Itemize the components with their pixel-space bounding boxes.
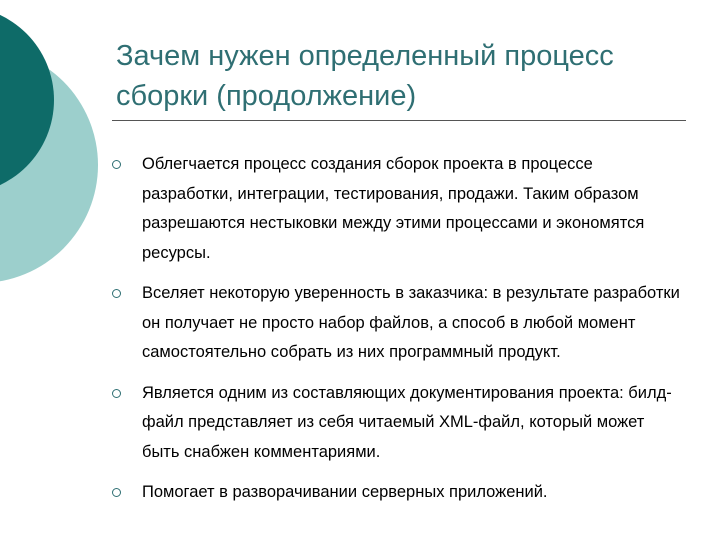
circle-bullet-icon xyxy=(112,488,121,497)
bullet-text-4: Помогает в разворачивании серверных приложений. xyxy=(142,483,548,501)
bullet-item-2 xyxy=(112,279,682,368)
bullet-item-3 xyxy=(112,379,682,468)
bullet-item-1 xyxy=(112,150,682,268)
circle-bullet-icon xyxy=(112,289,121,298)
decorative-circles xyxy=(0,0,120,300)
circle-bullet-icon xyxy=(112,389,121,398)
title-divider xyxy=(112,120,686,121)
bullet-text-3: Является одним из составляющих документирования проекта: билд-файл представляет из себя читаемый XML-файл, который может быть снабжен комментариями. xyxy=(142,383,672,461)
bullet-list xyxy=(112,150,682,519)
bullet-text-2: Вселяет некоторую уверенность в заказчика: в результате разработки он получает не просто набор файлов, а способ в любой момент самостоятельно собрать из них программный продукт. xyxy=(142,284,680,361)
bullet-text-1: Облегчается процесс создания сборок проекта в процессе разработки, интеграции, тестирования, продажи. Таким образом разрешаются нестыковки между этими процессами и экономятся ресурсы. xyxy=(142,155,645,262)
bullet-item-4 xyxy=(112,478,682,508)
slide-title: Зачем нужен определенный процесс сборки (продолжение) xyxy=(116,40,614,112)
circle-bullet-icon xyxy=(112,160,121,169)
